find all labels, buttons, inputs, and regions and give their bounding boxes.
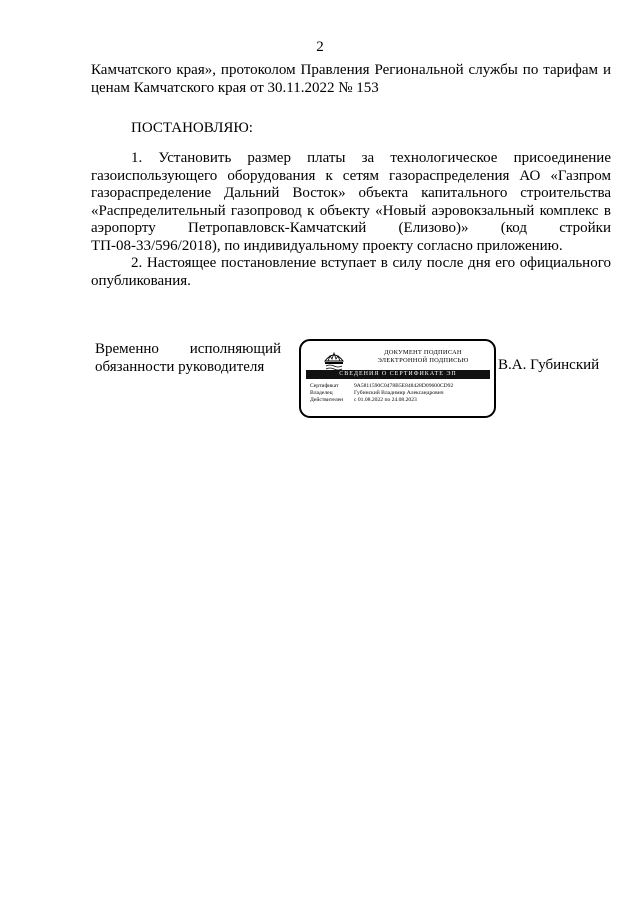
signatory-role [95, 340, 281, 376]
intro-paragraph [91, 62, 611, 97]
electronic-signature-stamp [299, 339, 496, 418]
owner-value: Губинский Владимир Александрович [354, 390, 444, 396]
item-1-line: «Распределительный газопровод к объекту «Новый аэровокзальный комплекс в [91, 202, 611, 219]
item-2-line: опубликования. [91, 272, 191, 289]
item-1-paragraph [91, 150, 611, 256]
item-2-paragraph [91, 255, 611, 290]
certificate-info-bar: СВЕДЕНИЯ О СЕРТИФИКАТЕ ЭП [306, 370, 490, 379]
intro-line: ценам Камчатского края от 30.11.2022 № 153 [91, 79, 379, 96]
item-1-line: аэропорту Петропавловск-Камчатский (Елизово)» (код стройки [91, 220, 611, 237]
validity-row [310, 397, 417, 404]
stamp-header [353, 349, 493, 364]
certificate-label: Сертификат [310, 383, 339, 389]
validity-label: Действителен [310, 397, 344, 403]
item-1-line: газоиспользующего оборудования к сетям газораспределения АО «Газпром [91, 167, 611, 184]
item-1-line: газораспределение Дальний Восток» объекта капитального строительства [91, 185, 611, 202]
validity-value: с 01.08.2022 по 24.08.2023 [354, 397, 417, 403]
role-line: Временно исполняющий [95, 341, 281, 357]
owner-label: Владелец [310, 390, 333, 396]
item-1-line: 1. Установить размер платы за технологическое присоединение [131, 150, 611, 166]
stamp-header-line: ДОКУМЕНТ ПОДПИСАН [384, 349, 462, 356]
owner-row [310, 390, 444, 397]
role-line: обязанности руководителя [95, 359, 265, 375]
stamp-header-line: ЭЛЕКТРОННОЙ ПОДПИСЬЮ [377, 356, 469, 364]
item-2-line: 2. Настоящее постановление вступает в силу после дня его официального [131, 255, 611, 271]
decree-heading: ПОСТАНОВЛЯЮ: [131, 120, 253, 136]
signer-name: В.А. Губинский [498, 357, 600, 373]
certificate-value: 9A5811590C0478B5E848428D09600CD92 [354, 383, 454, 389]
page-number: 2 [316, 39, 324, 55]
item-1-line: ТП-08-33/596/2018), по индивидуальному проекту согласно приложению. [91, 237, 563, 254]
certificate-row [310, 383, 453, 390]
intro-line: Камчатского края», протоколом Правления Региональной службы по тарифам и [91, 62, 611, 78]
